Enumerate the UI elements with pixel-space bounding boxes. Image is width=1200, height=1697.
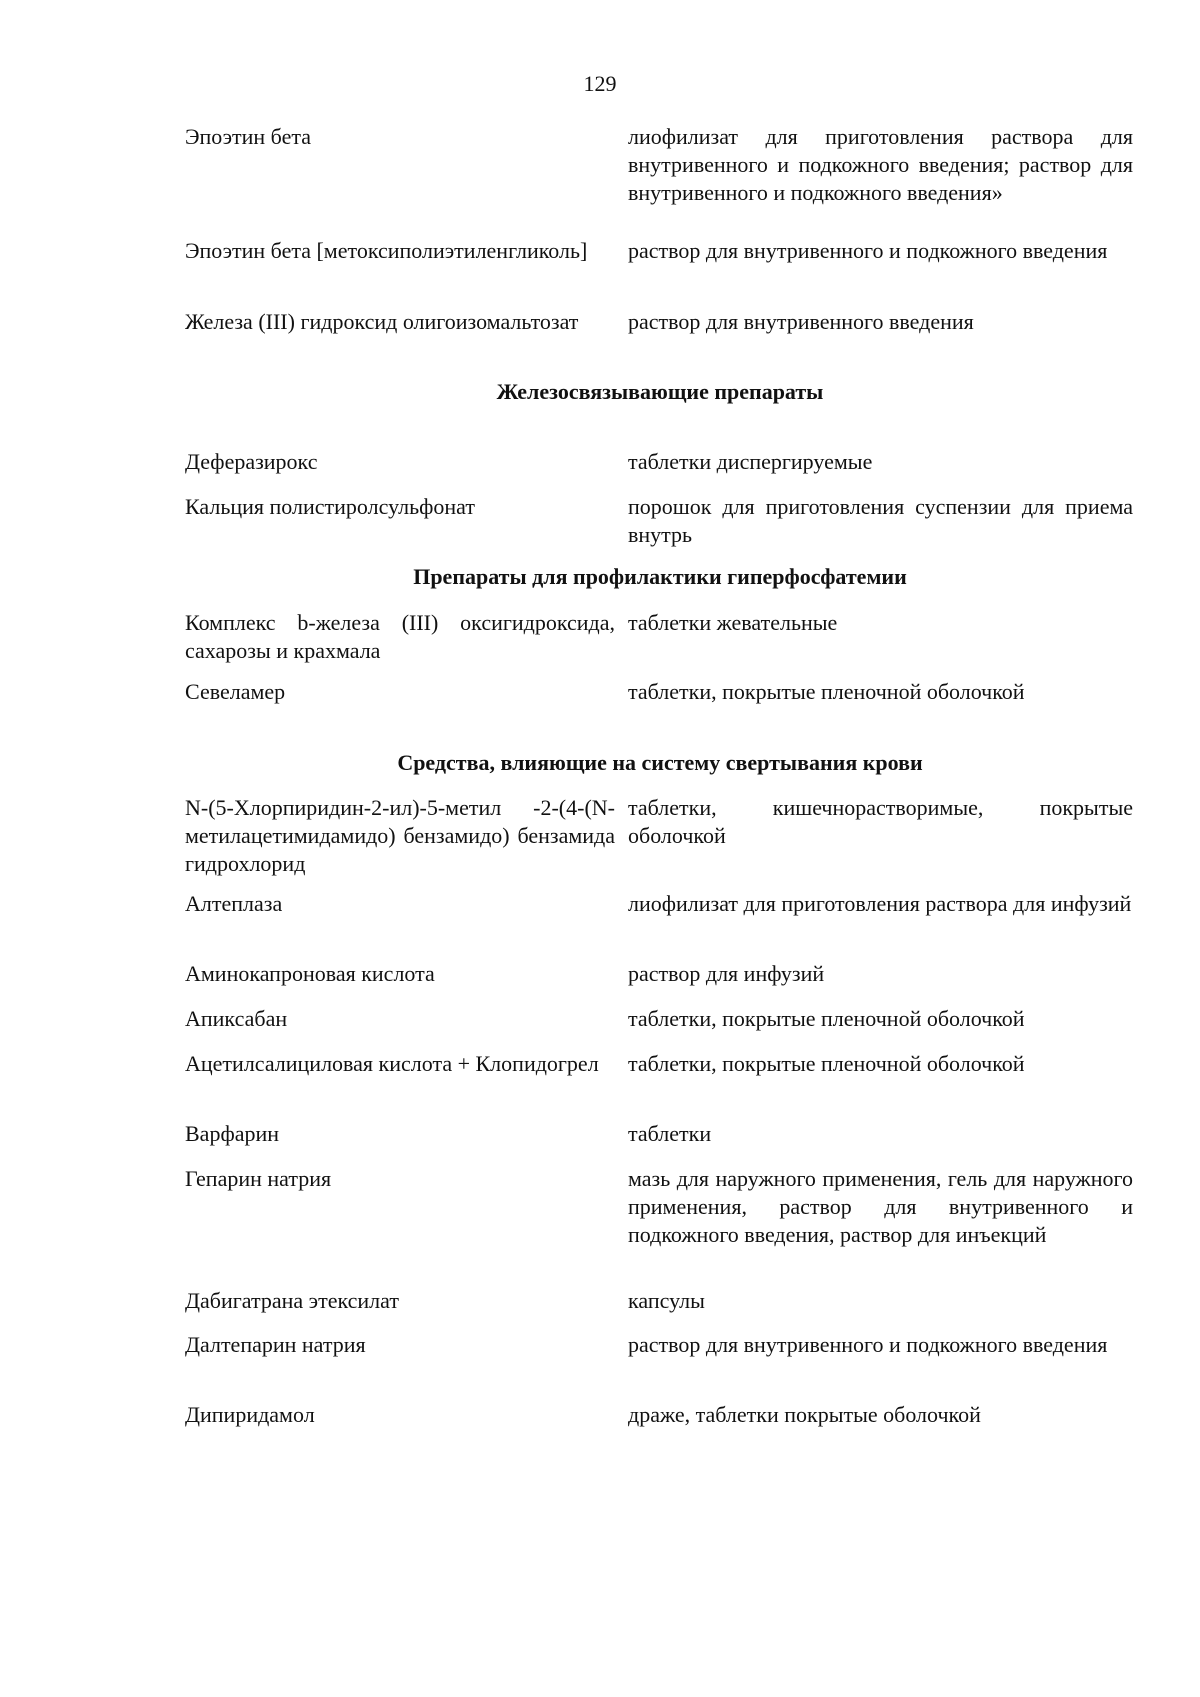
drug-name: Варфарин — [185, 1121, 280, 1146]
drug-form: драже, таблетки покрытые оболочкой — [628, 1402, 981, 1427]
drug-form: мазь для наружного применения, гель для наружного применения, раствор для внутривенного и подкожного введения, раствор для инъекций — [628, 1166, 1133, 1247]
drug-form: раствор для внутривенного введения — [628, 309, 974, 334]
drug-name: Далтепарин натрия — [185, 1332, 366, 1357]
drug-name: Дипиридамол — [185, 1402, 315, 1427]
section-heading: Препараты для профилактики гиперфосфатемии — [413, 564, 907, 589]
drug-name: Апиксабан — [185, 1006, 288, 1031]
section-heading: Средства, влияющие на систему свертывания крови — [397, 750, 923, 775]
drug-form: таблетки — [628, 1121, 712, 1146]
drug-name: Железа (III) гидроксид олигоизомальтозат — [185, 309, 579, 334]
drug-form: таблетки, покрытые пленочной оболочкой — [628, 1051, 1025, 1076]
drug-form: таблетки, покрытые пленочной оболочкой — [628, 679, 1025, 704]
drug-name: Аминокапроновая кислота — [185, 961, 435, 986]
drug-form: капсулы — [628, 1288, 705, 1313]
drug-form: таблетки жевательные — [628, 610, 838, 635]
drug-form: лиофилизат для приготовления раствора для инфузий — [628, 891, 1132, 916]
drug-form: раствор для инфузий — [628, 961, 825, 986]
drug-form: лиофилизат для приготовления раствора для внутривенного и подкожного введения; раствор для внутривенного и подкожного введения» — [628, 124, 1133, 205]
drug-form: порошок для приготовления суспензии для приема внутрь — [628, 494, 1133, 547]
drug-form: раствор для внутривенного и подкожного введения — [628, 238, 1108, 263]
drug-form: раствор для внутривенного и подкожного введения — [628, 1332, 1108, 1357]
drug-name: Севеламер — [185, 679, 286, 704]
drug-form: таблетки, кишечнорастворимые, покрытые оболочкой — [628, 795, 1133, 848]
drug-name: Ацетилсалициловая кислота + Клопидогрел — [185, 1051, 599, 1076]
drug-name: Гепарин натрия — [185, 1166, 332, 1191]
drug-name: Алтеплаза — [185, 891, 283, 916]
drug-name: Дабигатрана этексилат — [185, 1288, 399, 1313]
drug-name: Эпоэтин бета — [185, 124, 311, 149]
drug-name: Кальция полистиролсульфонат — [185, 494, 475, 519]
drug-form: таблетки диспергируемые — [628, 449, 873, 474]
section-heading: Железосвязывающие препараты — [496, 379, 824, 404]
drug-name: Деферазирокс — [185, 449, 318, 474]
drug-form: таблетки, покрытые пленочной оболочкой — [628, 1006, 1025, 1031]
page-number: 129 — [583, 71, 617, 96]
drug-name: N-(5-Хлорпиридин-2-ил)-5-метил -2-(4-(N-метилацетимидамидо) бензамидо) бензамида гидрохлорид — [185, 795, 615, 876]
drug-name: Комплекс b-железа (III) оксигидроксида, сахарозы и крахмала — [185, 610, 615, 663]
drug-name: Эпоэтин бета [метоксиполиэтиленгликоль] — [185, 238, 588, 263]
